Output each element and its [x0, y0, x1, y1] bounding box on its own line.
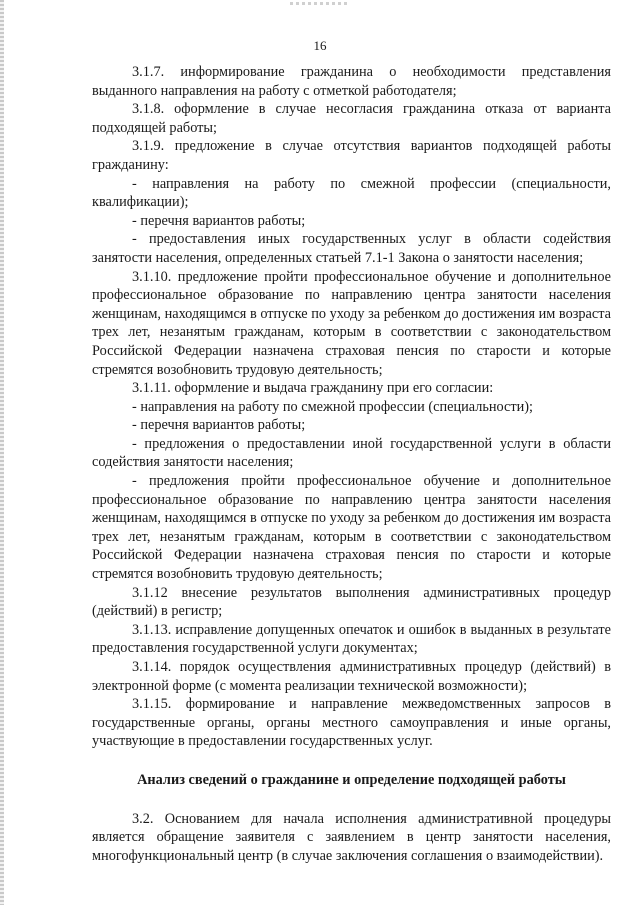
paragraph-3-1-15: 3.1.15. формирование и направление межведомственных запросов в государственные органы, органы местного самоуправления и иные органы, участвующие в предоставлении государственных услуг. — [92, 696, 611, 750]
section-heading: Анализ сведений о гражданине и определение подходящей работы — [137, 771, 566, 788]
paragraph-3-1-11: 3.1.11. оформление и выдача гражданину при его согласии: — [132, 380, 494, 397]
paragraph-3-1-8: 3.1.8. оформление в случае несогласия гражданина отказа от варианта подходящей работы; — [92, 101, 611, 136]
list-item: - перечня вариантов работы; — [132, 417, 306, 434]
page-number: 16 — [313, 38, 327, 53]
scan-edge — [0, 0, 4, 905]
paragraph-3-1-10: 3.1.10. предложение пройти профессиональное обучение и дополнительное профессиональное образование по направлению центра занятости населения женщинам, находящимся в отпуске по уходу за ребенком до достижения им возраста трех лет, незанятым гражданам, которым в соответствии с законодательством Российской Федерации назначена страховая пенсия по старости и которые стремятся возобновить трудовую деятельность; — [92, 268, 611, 378]
list-item: - направления на работу по смежной профессии (специальности, квалификации); — [92, 175, 611, 211]
paragraph-3-1-9: 3.1.9. предложение в случае отсутствия вариантов подходящей работы гражданину: — [92, 138, 611, 173]
paragraph-3-2: 3.2. Основанием для начала исполнения административной процедуры является обращение заявителя с заявлением в центр занятости населения, многофункциональный центр (в случае заключения соглашения о взаимодействии). — [92, 810, 611, 864]
paragraph-3-1-14: 3.1.14. порядок осуществления административных процедур (действий) в электронной форме (с момента реализации технической возможности); — [92, 659, 611, 694]
list-item: - предложения пройти профессиональное обучение и дополнительное профессиональное образование по направлению центра занятости населения женщинам, находящимся в отпуске по уходу за ребенком до достижения им возраста трех лет, незанятым гражданам, которым в соответствии с законодательством Российской Федерации назначена страховая пенсия по старости и которые стремятся возобновить трудовую деятельность; — [92, 473, 611, 583]
list-item: - перечня вариантов работы; — [132, 212, 306, 229]
list-item: - направления на работу по смежной профессии (специальности); — [132, 398, 534, 415]
paragraph-3-1-12: 3.1.12 внесение результатов выполнения административных процедур (действий) в регистр; — [92, 584, 611, 620]
scan-top-mark — [290, 2, 350, 5]
list-item: - предоставления иных государственных услуг в области содействия занятости населения, определенных статьей 7.1-1 Закона о занятости населения; — [92, 231, 611, 266]
paragraph-3-1-7: 3.1.7. информирование гражданина о необходимости представления выданного направления на работу с отметкой работодателя; — [92, 64, 611, 99]
list-item: - предложения о предоставлении иной государственной услуги в области содействия занятости населения; — [92, 435, 611, 471]
document-body — [92, 63, 611, 865]
paragraph-3-1-13: 3.1.13. исправление допущенных опечаток и ошибок в выданных в результате предоставления государственной услуги документах; — [92, 621, 611, 657]
